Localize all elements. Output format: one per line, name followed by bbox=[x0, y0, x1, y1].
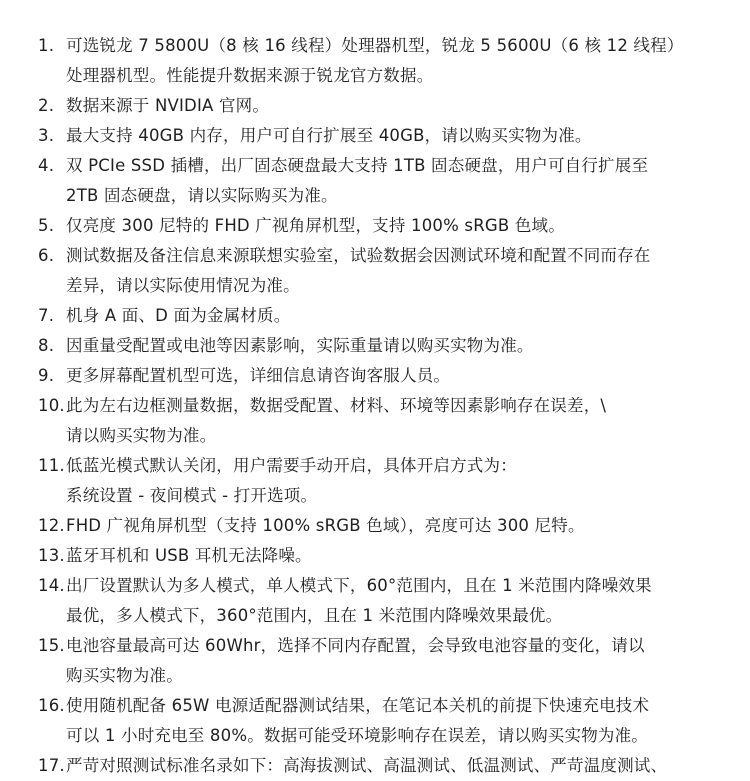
footnote-item bbox=[0, 151, 750, 211]
footnote-item bbox=[0, 541, 750, 571]
footnotes-list bbox=[0, 31, 750, 781]
footnote-text: 严苛对照测试标准名录如下：高海拔测试、高温测试、低温测试、严苛温度测试、 bbox=[66, 756, 668, 775]
footnote-item bbox=[0, 241, 750, 301]
footnote-text: 电池容量最高可达 60Whr，选择不同内存配置，会导致电池容量的变化，请以 购买实物为准。 bbox=[66, 636, 645, 685]
footnote-item bbox=[0, 211, 750, 241]
footnote-text: 更多屏幕配置机型可选，详细信息请咨询客服人员。 bbox=[66, 366, 451, 385]
footnote-item bbox=[0, 91, 750, 121]
footnote-text: 双 PCIe SSD 插槽，出厂固态硬盘最大支持 1TB 固态硬盘，用户可自行扩展至 2TB 固态硬盘，请以实际购买为准。 bbox=[66, 156, 649, 205]
footnote-text: 因重量受配置或电池等因素影响，实际重量请以购买实物为准。 bbox=[66, 336, 534, 355]
footnote-number: 9. bbox=[38, 366, 55, 385]
footnote-item bbox=[0, 121, 750, 151]
footnote-text: 蓝牙耳机和 USB 耳机无法降噪。 bbox=[66, 546, 312, 565]
footnote-number: 17. bbox=[38, 756, 65, 775]
footnote-number: 12. bbox=[38, 516, 65, 535]
footnote-number: 5. bbox=[38, 216, 55, 235]
footnote-item bbox=[0, 571, 750, 631]
footnote-text: 可选锐龙 7 5800U（8 核 16 线程）处理器机型，锐龙 5 5600U（6 核 12 线程） 处理器机型。性能提升数据来源于锐龙官方数据。 bbox=[66, 36, 684, 85]
footnote-text: 测试数据及备注信息来源联想实验室，试验数据会因测试环境和配置不同而存在 差异，请以实际使用情况为准。 bbox=[66, 246, 651, 295]
footnote-text: 此为左右边框测量数据，数据受配置、材料、环境等因素影响存在误差，\ 请以购买实物为准。 bbox=[66, 396, 607, 445]
footnote-item bbox=[0, 451, 750, 511]
footnote-number: 11. bbox=[38, 456, 65, 475]
footnote-item bbox=[0, 751, 750, 781]
footnote-text: 低蓝光模式默认关闭，用户需要手动开启，具体开启方式为： 系统设置 - 夜间模式 - 打开选项。 bbox=[66, 456, 517, 505]
footnote-number: 15. bbox=[38, 636, 65, 655]
footnote-number: 1. bbox=[38, 36, 55, 55]
footnote-text: 仅亮度 300 尼特的 FHD 广视角屏机型，支持 100% sRGB 色域。 bbox=[66, 216, 565, 235]
footnote-number: 8. bbox=[38, 336, 55, 355]
footnote-text: 机身 A 面、D 面为金属材质。 bbox=[66, 306, 291, 325]
footnote-number: 13. bbox=[38, 546, 65, 565]
footnote-number: 6. bbox=[38, 246, 55, 265]
footnote-number: 16. bbox=[38, 696, 65, 715]
footnote-text: 出厂设置默认为多人模式，单人模式下，60°范围内，且在 1 米范围内降噪效果 最优，多人模式下，360°范围内，且在 1 米范围内降噪效果最优。 bbox=[66, 576, 652, 625]
footnote-number: 3. bbox=[38, 126, 55, 145]
footnote-item bbox=[0, 301, 750, 331]
footnote-item bbox=[0, 511, 750, 541]
footnote-number: 7. bbox=[38, 306, 55, 325]
footnote-text: FHD 广视角屏机型（支持 100% sRGB 色域），亮度可达 300 尼特。 bbox=[66, 516, 585, 535]
footnote-number: 2. bbox=[38, 96, 55, 115]
footnote-number: 4. bbox=[38, 156, 55, 175]
footnote-item bbox=[0, 361, 750, 391]
footnote-text: 数据来源于 NVIDIA 官网。 bbox=[66, 96, 270, 115]
footnote-item bbox=[0, 31, 750, 91]
footnote-text: 最大支持 40GB 内存，用户可自行扩展至 40GB，请以购买实物为准。 bbox=[66, 126, 592, 145]
footnote-item bbox=[0, 331, 750, 361]
footnote-item bbox=[0, 631, 750, 691]
footnote-text: 使用随机配备 65W 电源适配器测试结果，在笔记本关机的前提下快速充电技术 可以 1 小时充电至 80%。数据可能受环境影响存在误差，请以购买实物为准。 bbox=[66, 696, 650, 745]
footnote-number: 14. bbox=[38, 576, 65, 595]
footnote-item bbox=[0, 391, 750, 451]
footnote-number: 10. bbox=[38, 396, 65, 415]
footnote-item bbox=[0, 691, 750, 751]
